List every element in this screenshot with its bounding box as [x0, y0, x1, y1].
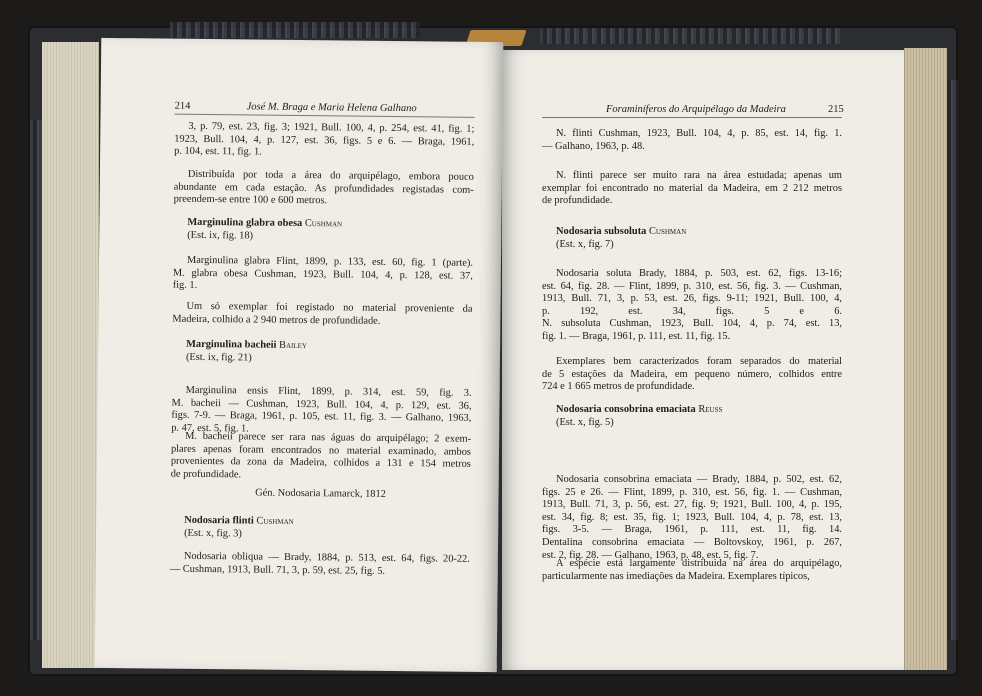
paragraph: [171, 431, 472, 485]
paragraph: [542, 128, 842, 153]
plate-reference: (Est. x, fig. 5): [556, 416, 614, 428]
paragraph: [542, 558, 842, 583]
text-line: — Cushman, 1913, Bull. 71, 3, p. 59, est. 25, fig. 5.: [169, 563, 386, 577]
page-block-right: [904, 48, 947, 670]
text-line: Distribuída por toda a área do arquipélago, embora pouco: [187, 168, 474, 183]
text-line: A espécie está largamente distribuida na área do arquipélago,: [556, 558, 842, 569]
paragraph: [173, 255, 473, 296]
text-line: abundante em cada estação. As profundidades registadas com-: [173, 181, 474, 196]
text-line: 1923, Bull. 104, 4, p. 127, est. 36, figs. 5 e 6. — Braga, 1961,: [174, 133, 475, 148]
page-block-left: [42, 42, 99, 668]
right-header-title: Foraminíferos do Arquipélago da Madeira: [606, 104, 786, 115]
text-line: Nodosaria obliqua — Brady, 1884, p. 513, est. 64, figs. 20-22.: [183, 550, 470, 565]
text-line: preendem-se entre 100 e 600 metros.: [173, 193, 328, 207]
text-line: 724 e 1 665 metros de profundidade.: [542, 381, 695, 393]
text-line: Marginulina glabra Flint, 1899, p. 133, est. 60, fig. 1 (parte).: [186, 254, 474, 269]
paragraph: [542, 356, 842, 394]
species-author: Reuss: [698, 404, 723, 415]
plate-reference: (Est. x, fig. 3): [184, 527, 242, 540]
text-line: p. 47, est. 5, fig. 1.: [171, 422, 249, 435]
paragraph: [542, 474, 842, 562]
text-line: provenientes da zona da Madeira, colhidos a 131 e 154 metros: [170, 455, 471, 470]
species-name: Nodosaria flinti: [184, 514, 254, 527]
text-line: de 5 estações da Madeira, em pequeno número, colhidos entre: [542, 368, 842, 380]
species-heading: [542, 404, 842, 429]
text-line: Exemplares bem caracterizados foram separados do material: [556, 356, 842, 367]
text-line: p. 192, est. 34, figs. 5 e 6.: [542, 305, 842, 317]
species-author: Cushman: [648, 226, 687, 237]
text-line: — Galhano, 1963, p. 48.: [542, 140, 645, 152]
left-running-head: [175, 101, 475, 118]
text-line: p. 104, est. 11, fig. 1.: [174, 145, 262, 158]
species-heading: [172, 339, 472, 367]
species-name: Marginulina glabra obesa: [187, 216, 303, 230]
species-heading: [542, 226, 842, 251]
species-author: Cushman: [256, 515, 294, 527]
text-line: de profundidade.: [542, 195, 613, 207]
species-heading: [170, 515, 470, 543]
text-line: particularmente nas imediações da Madeira. Exemplares típicos,: [542, 570, 810, 582]
paragraph: [170, 551, 470, 579]
paragraph: [542, 170, 842, 208]
text-line: figs. 3-5. — Braga, 1961, p. 111, est. 11, fig. 14.: [542, 524, 842, 536]
paragraph: [174, 169, 474, 210]
text-line: exemplar foi encontrado no material da Madeira, em 2 212 metros: [542, 182, 842, 194]
text-line: 1913, Bull. 71, 3, p. 53, est. 26, figs. 9-11; 1921, Bull. 100, 4,: [542, 293, 842, 305]
text-line: N. flinti Cushman, 1923, Bull. 104, 4, p. 85, est. 14, fig. 1.: [556, 128, 842, 139]
left-page: [95, 38, 504, 672]
text-line: figs. 25 e 26. — Flint, 1899, p. 310, est. 56, fig. 1. — Cushman,: [542, 486, 842, 498]
text-line: M. bacheii — Cushman, 1923, Bull. 104, 4, p. 129, est. 36,: [171, 397, 472, 412]
text-line: Madeira, colhido a 2 940 metros de profundidade.: [172, 313, 381, 327]
right-page: [502, 50, 904, 670]
text-line: fig. 1.: [172, 279, 198, 292]
paragraph: [174, 121, 474, 162]
species-author: Bailey: [279, 339, 308, 352]
text-line: M. bacheii parece ser rara nas águas do arquipélago; 2 exem-: [185, 430, 472, 445]
marbled-cover-top-right: [540, 28, 840, 44]
text-line: est. 64, fig. 28. — Flint, 1899, p. 310, est. 56, fig. 3. — Cushman,: [542, 280, 842, 292]
left-header-title: José M. Braga e Maria Helena Galhano: [246, 101, 417, 115]
left-page-number: 214: [174, 100, 191, 112]
plate-reference: (Est. x, fig. 7): [556, 238, 614, 250]
text-line: Marginulina ensis Flint, 1899, p. 314, est. 59, fig. 3.: [185, 384, 472, 399]
text-line: fig. 1. — Braga, 1961, p. 111, est. 11, fig. 15.: [542, 330, 731, 342]
right-running-head: [542, 104, 842, 118]
text-line: 1913, Bull. 71, 3, p. 56, est. 27, fig. 9; 1921, Bull. 100, 4, p. 195,: [542, 499, 842, 511]
species-heading: [173, 217, 473, 245]
species-name: Marginulina bacheii: [186, 338, 277, 351]
marbled-cover-top-left: [170, 22, 420, 38]
text-line: 3, p. 79, est. 23, fig. 3; 1921, Bull. 100, 4, p. 254, est. 41, fig. 1;: [188, 120, 475, 135]
species-name: Nodosaria subsoluta: [556, 226, 647, 237]
genus-title-text: Gén. Nodosaria Lamarck, 1812: [255, 487, 386, 500]
text-line: N. subsoluta Cushman, 1923, Bull. 104, 4, p. 74, est. 13,: [542, 318, 842, 330]
text-line: figs. 7-9. — Braga, 1961, p. 105, est. 11, fig. 3. — Galhano, 1963,: [171, 409, 472, 424]
paragraph: [542, 268, 842, 344]
text-line: de profundidade.: [170, 468, 242, 481]
text-line: plares apenas foram encontrados no material examinado, ambos: [170, 443, 472, 458]
text-line: Dentalina consobrina emaciata — Boltovskoy, 1961, p. 267,: [542, 536, 842, 548]
species-author: Cushman: [304, 218, 343, 230]
text-line: est. 34, fig. 8; est. 35, fig. 1; 1923, Bull. 104, 4, p. 78, est. 13,: [542, 511, 842, 523]
text-line: Um só exemplar foi registado no material proveniente da: [186, 300, 473, 315]
species-name: Nodosaria consobrina emaciata: [556, 404, 696, 415]
text-line: est. 2, fig. 28. — Galhano, 1963, p. 48, est. 5, fig. 7.: [542, 549, 759, 561]
text-line: Nodosaria consobrina emaciata — Brady, 1884, p. 502, est. 62,: [556, 474, 842, 485]
text-line: Nodosaria soluta Brady, 1884, p. 503, est. 62, figs. 13-16;: [556, 268, 842, 279]
plate-reference: (Est. ix, fig. 21): [185, 351, 252, 364]
text-line: M. glabra obesa Cushman, 1923, Bull. 104, 4, p. 128, est. 37,: [172, 267, 473, 282]
right-page-number: 215: [828, 104, 844, 115]
plate-reference: (Est. ix, fig. 18): [187, 229, 254, 242]
paragraph: [172, 301, 472, 329]
text-line: N. flinti parece ser muito rara na área estudada; apenas um: [556, 170, 842, 181]
genus-title: [170, 487, 470, 503]
